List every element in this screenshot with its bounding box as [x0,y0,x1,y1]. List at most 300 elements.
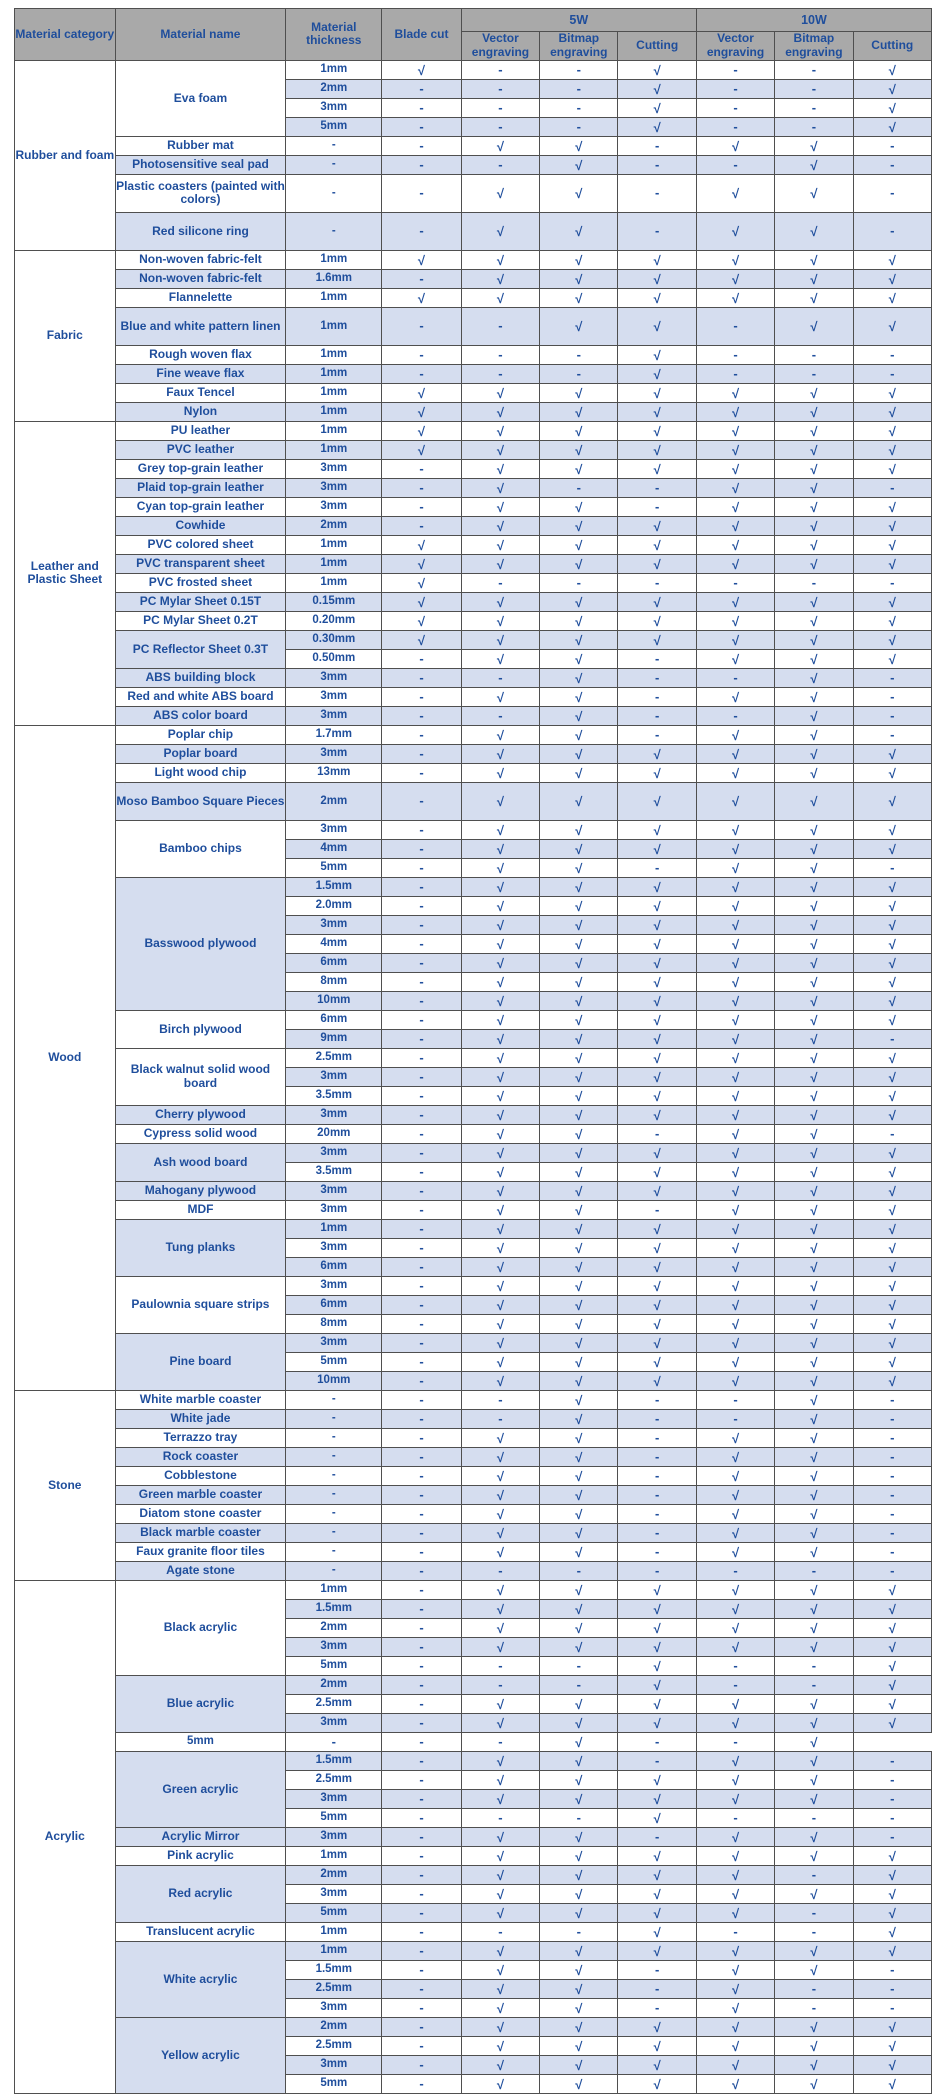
material-name-cell: Ash wood board [115,1143,286,1181]
check-icon: √ [417,556,426,572]
5w-bitmap-engraving-cell [540,2055,618,2074]
material-thickness-cell: - [286,1561,382,1580]
10w-cutting-cell [853,1694,931,1713]
material-category-cell: Fabric [15,250,116,421]
5w-bitmap-engraving-cell [540,345,618,364]
check-icon: √ [731,1696,740,1712]
5w-bitmap-engraving-cell [540,1105,618,1124]
blade-cut-cell [382,1580,462,1599]
material-name-cell: Paulownia square strips [115,1276,286,1333]
check-icon: √ [575,822,583,838]
check-icon: √ [810,708,818,724]
10w-cutting-cell [853,1276,931,1295]
dash-icon: - [654,1410,660,1426]
dash-icon: - [419,185,424,200]
5w-bitmap-engraving-cell [540,2036,618,2055]
blade-cut-cell [382,1029,462,1048]
dash-icon: - [811,1980,817,1996]
check-icon: √ [496,1164,505,1180]
10w-cutting-cell [853,1922,931,1941]
blade-cut-cell [382,1618,462,1637]
dash-icon: - [890,1524,895,1540]
dash-icon: - [890,1410,895,1426]
5w-cutting-cell [540,1732,618,1751]
dash-icon: - [890,346,895,362]
5w-vector-engraving-cell [461,1162,539,1181]
table-row [15,877,932,896]
check-icon: √ [496,1297,505,1313]
check-icon: √ [731,1753,740,1769]
10w-bitmap-engraving-cell [775,877,853,896]
dash-icon: - [498,669,503,685]
check-icon: √ [575,1411,583,1427]
check-icon: √ [496,689,505,705]
check-icon: √ [731,1620,740,1636]
check-icon: √ [731,1962,740,1978]
check-icon: √ [810,1335,818,1351]
check-icon: √ [810,879,818,895]
dash-icon: - [419,1505,424,1521]
check-icon: √ [731,1012,740,1028]
material-name-cell: White jade [115,1409,286,1428]
dash-icon: - [419,1467,424,1483]
check-icon: √ [731,1905,740,1921]
table-row [15,269,932,288]
check-icon: √ [653,594,661,610]
check-icon: √ [496,1145,505,1161]
check-icon: √ [653,2019,661,2035]
5w-cutting-cell [618,2017,696,2036]
10w-bitmap-engraving-cell [775,1865,853,1884]
check-icon: √ [731,1202,740,1218]
table-row [15,60,932,79]
10w-cutting-cell [853,1561,931,1580]
10w-cutting-cell [853,269,931,288]
10w-cutting-cell [853,1485,931,1504]
blade-cut-cell [382,1485,462,1504]
check-icon: √ [653,765,661,781]
check-icon: √ [888,1373,896,1389]
check-icon: √ [653,1107,661,1123]
5w-vector-engraving-cell [461,1219,539,1238]
check-icon: √ [496,1449,505,1465]
dash-icon: - [654,1562,660,1578]
check-icon: √ [653,385,661,401]
5w-cutting-cell [618,915,696,934]
check-icon: √ [496,1468,505,1484]
check-icon: √ [575,1221,583,1237]
dash-icon: - [576,346,581,362]
10w-cutting-cell [853,1865,931,1884]
10w-cutting-cell [853,497,931,516]
blade-cut-cell [382,307,462,345]
5w-cutting-cell [618,345,696,364]
5w-vector-engraving-cell [461,497,539,516]
dash-icon: - [419,916,424,932]
5w-bitmap-engraving-cell [540,1846,618,1865]
5w-cutting-cell [618,1713,696,1732]
table-row [15,383,932,402]
check-icon: √ [653,1601,661,1617]
5w-cutting-cell [618,896,696,915]
material-thickness-cell: 8mm [286,972,382,991]
10w-cutting-cell [853,1599,931,1618]
blade-cut-cell [382,1713,462,1732]
check-icon: √ [575,1791,583,1807]
check-icon: √ [575,423,583,439]
10w-vector-engraving-cell [696,1561,774,1580]
check-icon: √ [653,974,661,990]
5w-vector-engraving-cell [461,668,539,687]
check-icon: √ [810,1202,818,1218]
5w-bitmap-engraving-cell [540,1656,618,1675]
dash-icon: - [654,1201,660,1217]
10w-cutting-cell [853,1751,931,1770]
dash-icon: - [733,1676,738,1692]
check-icon: √ [653,556,661,572]
10w-bitmap-engraving-cell [775,1105,853,1124]
5w-bitmap-engraving-cell [540,1941,618,1960]
check-icon: √ [731,1772,740,1788]
material-thickness-cell: 5mm [286,1656,382,1675]
check-icon: √ [888,1582,896,1598]
check-icon: √ [810,2038,818,2054]
check-icon: √ [731,993,740,1009]
10w-vector-engraving-cell [696,1428,774,1447]
blade-cut-cell [382,516,462,535]
5w-cutting-cell [618,440,696,459]
check-icon: √ [888,556,896,572]
10w-vector-engraving-cell [696,1143,774,1162]
material-name-cell: Plastic coasters (painted with colors) [115,174,286,212]
check-icon: √ [417,290,426,306]
blade-cut-cell [382,1599,462,1618]
5w-bitmap-engraving-cell [540,174,618,212]
check-icon: √ [575,917,583,933]
dash-icon: - [654,859,660,875]
check-icon: √ [810,518,818,534]
check-icon: √ [731,1069,740,1085]
check-icon: √ [653,1677,661,1693]
check-icon: √ [810,1373,818,1389]
5w-cutting-cell [618,1067,696,1086]
material-thickness-cell: 1mm [286,60,382,79]
check-icon: √ [888,594,896,610]
check-icon: √ [575,1582,583,1598]
material-name-cell: PVC transparent sheet [115,554,286,573]
5w-cutting-cell [618,1523,696,1542]
5w-cutting-cell [618,174,696,212]
10w-vector-engraving-cell [696,1447,774,1466]
10w-cutting-cell [853,1257,931,1276]
5w-vector-engraving-cell [461,440,539,459]
10w-vector-engraving-cell [696,972,774,991]
check-icon: √ [496,822,505,838]
dash-icon: - [419,1087,424,1103]
10w-vector-engraving-cell [696,782,774,820]
check-icon: √ [653,1905,661,1921]
check-icon: √ [731,252,740,268]
table-row [15,155,932,174]
check-icon: √ [731,1240,740,1256]
check-icon: √ [731,385,740,401]
material-thickness-cell: 2.5mm [286,1694,382,1713]
material-name-cell: PC Mylar Sheet 0.15T [115,592,286,611]
check-icon: √ [731,1601,740,1617]
check-icon: √ [417,594,426,610]
material-thickness-cell: 6mm [286,1257,382,1276]
check-icon: √ [810,1411,818,1427]
check-icon: √ [653,936,661,952]
check-icon: √ [653,1088,661,1104]
dash-icon: - [654,1752,660,1768]
material-name-cell: Nylon [115,402,286,421]
5w-bitmap-engraving-cell [540,1561,618,1580]
material-thickness-cell: 3mm [286,1238,382,1257]
material-name-cell: Tung planks [115,1219,286,1276]
10w-cutting-cell [853,953,931,972]
material-thickness-cell: 0.15mm [286,592,382,611]
check-icon: √ [575,708,583,724]
check-icon: √ [731,1107,740,1123]
check-icon: √ [810,1126,818,1142]
dash-icon: - [890,1961,895,1977]
check-icon: √ [575,1905,583,1921]
dash-icon: - [498,707,503,723]
check-icon: √ [496,442,505,458]
dash-icon: - [419,840,424,856]
dash-icon: - [419,1847,424,1863]
10w-vector-engraving-cell [696,934,774,953]
check-icon: √ [417,632,426,648]
check-icon: √ [731,1183,740,1199]
material-name-cell: Terrazzo tray [115,1428,286,1447]
10w-vector-engraving-cell [696,915,774,934]
check-icon: √ [417,404,426,420]
dash-icon: - [890,185,895,200]
5w-vector-engraving-cell [461,1371,539,1390]
check-icon: √ [888,974,896,990]
material-thickness-cell: 6mm [286,953,382,972]
10w-bitmap-engraving-cell [775,1048,853,1067]
material-thickness-cell: 5mm [286,1903,382,1922]
blade-cut-cell [382,345,462,364]
blade-cut-cell [382,2036,462,2055]
check-icon: √ [575,319,583,334]
material-name-cell: Non-woven fabric-felt [115,269,286,288]
5w-bitmap-engraving-cell [540,288,618,307]
check-icon: √ [810,1316,818,1332]
dash-icon: - [419,1980,424,1996]
material-thickness-cell: 3mm [286,98,382,117]
check-icon: √ [810,556,818,572]
5w-vector-engraving-cell [461,1105,539,1124]
check-icon: √ [496,1012,505,1028]
blade-cut-cell [382,1960,462,1979]
5w-vector-engraving-cell [461,117,539,136]
10w-vector-engraving-cell [696,1067,774,1086]
10w-vector-engraving-cell [696,1865,774,1884]
check-icon: √ [810,290,818,306]
check-icon: √ [496,1240,505,1256]
check-icon: √ [731,917,740,933]
check-icon: √ [575,898,583,914]
table-row [15,1181,932,1200]
material-thickness-cell: 6mm [286,1010,382,1029]
10w-bitmap-engraving-cell [775,1010,853,1029]
check-icon: √ [496,186,505,201]
check-icon: √ [653,1620,661,1636]
dash-icon: - [498,1391,503,1407]
dash-icon: - [419,793,424,808]
check-icon: √ [575,1430,583,1446]
5w-vector-engraving-cell [461,934,539,953]
check-icon: √ [731,1867,740,1883]
10w-cutting-cell [853,668,931,687]
material-name-cell: Black marble coaster [115,1523,286,1542]
check-icon: √ [496,1962,505,1978]
5w-vector-engraving-cell [461,953,539,972]
10w-vector-engraving-cell [696,1029,774,1048]
check-icon: √ [810,632,818,648]
5w-bitmap-engraving-cell [540,1390,618,1409]
5w-cutting-cell [618,1922,696,1941]
material-name-cell: Moso Bamboo Square Pieces [115,782,286,820]
blade-cut-cell [382,1675,462,1694]
table-row [15,535,932,554]
check-icon: √ [731,955,740,971]
10w-bitmap-engraving-cell [775,2036,853,2055]
table-row [15,782,932,820]
check-icon: √ [496,613,505,629]
5w-cutting-cell [618,212,696,250]
10w-vector-engraving-cell [696,1105,774,1124]
10w-bitmap-engraving-cell [775,98,853,117]
5w-vector-engraving-cell [461,535,539,554]
blade-cut-cell [382,725,462,744]
check-icon: √ [417,423,426,439]
check-icon: √ [810,1487,818,1503]
5w-cutting-cell [618,1219,696,1238]
check-icon: √ [653,898,661,914]
10w-cutting-cell [853,1542,931,1561]
check-icon: √ [731,613,740,629]
10w-bitmap-engraving-cell [775,1903,853,1922]
check-icon: √ [496,1829,505,1845]
5w-cutting-cell [618,2074,696,2093]
check-icon: √ [496,1107,505,1123]
10w-vector-engraving-cell [696,345,774,364]
10w-bitmap-engraving-cell [775,1846,853,1865]
5w-bitmap-engraving-cell [540,1960,618,1979]
material-name-cell: Blue and white pattern linen [115,307,286,345]
material-name-cell: Black walnut solid wood board [115,1048,286,1105]
check-icon: √ [810,1506,818,1522]
table-row [15,1675,932,1694]
dash-icon: - [576,479,581,495]
material-name-cell: Acrylic Mirror [115,1827,286,1846]
check-icon: √ [888,1278,896,1294]
material-name-cell: Cyan top-grain leather [115,497,286,516]
10w-bitmap-engraving-cell [775,1219,853,1238]
10w-vector-engraving-cell [696,820,774,839]
5w-vector-engraving-cell [461,1884,539,1903]
material-compatibility-table [14,8,932,2094]
10w-cutting-cell [853,1656,931,1675]
5w-bitmap-engraving-cell [540,1447,618,1466]
10w-vector-engraving-cell [696,421,774,440]
check-icon: √ [575,1639,583,1655]
check-icon: √ [731,2076,740,2092]
10w-vector-engraving-cell [696,440,774,459]
material-thickness-cell: 2.5mm [286,1979,382,1998]
material-name-cell: PVC frosted sheet [115,573,286,592]
material-thickness-cell: 3mm [286,478,382,497]
check-icon: √ [888,1221,896,1237]
5w-vector-engraving-cell [461,573,539,592]
check-icon: √ [810,442,818,458]
check-icon: √ [888,651,896,667]
10w-cutting-cell [853,1675,931,1694]
10w-cutting-cell [853,1010,931,1029]
5w-cutting-cell [618,364,696,383]
check-icon: √ [496,1582,505,1598]
check-icon: √ [810,1145,818,1161]
column-header-blade-cut: Blade cut [382,9,462,61]
dash-icon: - [811,80,817,96]
blade-cut-cell [382,573,462,592]
5w-bitmap-engraving-cell [540,896,618,915]
dash-icon: - [654,669,660,685]
10w-vector-engraving-cell [696,1409,774,1428]
10w-cutting-cell [853,2017,931,2036]
check-icon: √ [731,860,740,876]
dash-icon: - [576,99,581,115]
dash-icon: - [890,1809,895,1825]
check-icon: √ [731,1316,740,1332]
check-icon: √ [496,860,505,876]
column-header-material-name: Material name [115,9,286,61]
material-thickness-cell: 3mm [286,1181,382,1200]
material-thickness-cell: 3mm [286,1789,382,1808]
dash-icon: - [811,346,817,362]
10w-cutting-cell [853,706,931,725]
check-icon: √ [731,1354,740,1370]
material-name-cell: Red acrylic [115,1865,286,1922]
blade-cut-cell [382,1409,462,1428]
10w-vector-engraving-cell [696,1466,774,1485]
check-icon: √ [810,993,818,1009]
5w-bitmap-engraving-cell [540,1808,618,1827]
dash-icon: - [890,669,895,685]
check-icon: √ [575,2000,583,2016]
check-icon: √ [888,955,896,971]
check-icon: √ [810,499,818,515]
5w-bitmap-engraving-cell [540,1409,618,1428]
check-icon: √ [731,518,740,534]
10w-cutting-cell [853,1200,931,1219]
material-thickness-cell: 2.5mm [286,2036,382,2055]
5w-vector-engraving-cell [461,1257,539,1276]
10w-bitmap-engraving-cell [775,1637,853,1656]
dash-icon: - [654,1524,660,1540]
material-name-cell: Translucent acrylic [115,1922,286,1941]
check-icon: √ [731,1848,740,1864]
5w-bitmap-engraving-cell [540,1276,618,1295]
5w-vector-engraving-cell [461,1941,539,1960]
5w-vector-engraving-cell [461,782,539,820]
5w-bitmap-engraving-cell [540,1124,618,1143]
